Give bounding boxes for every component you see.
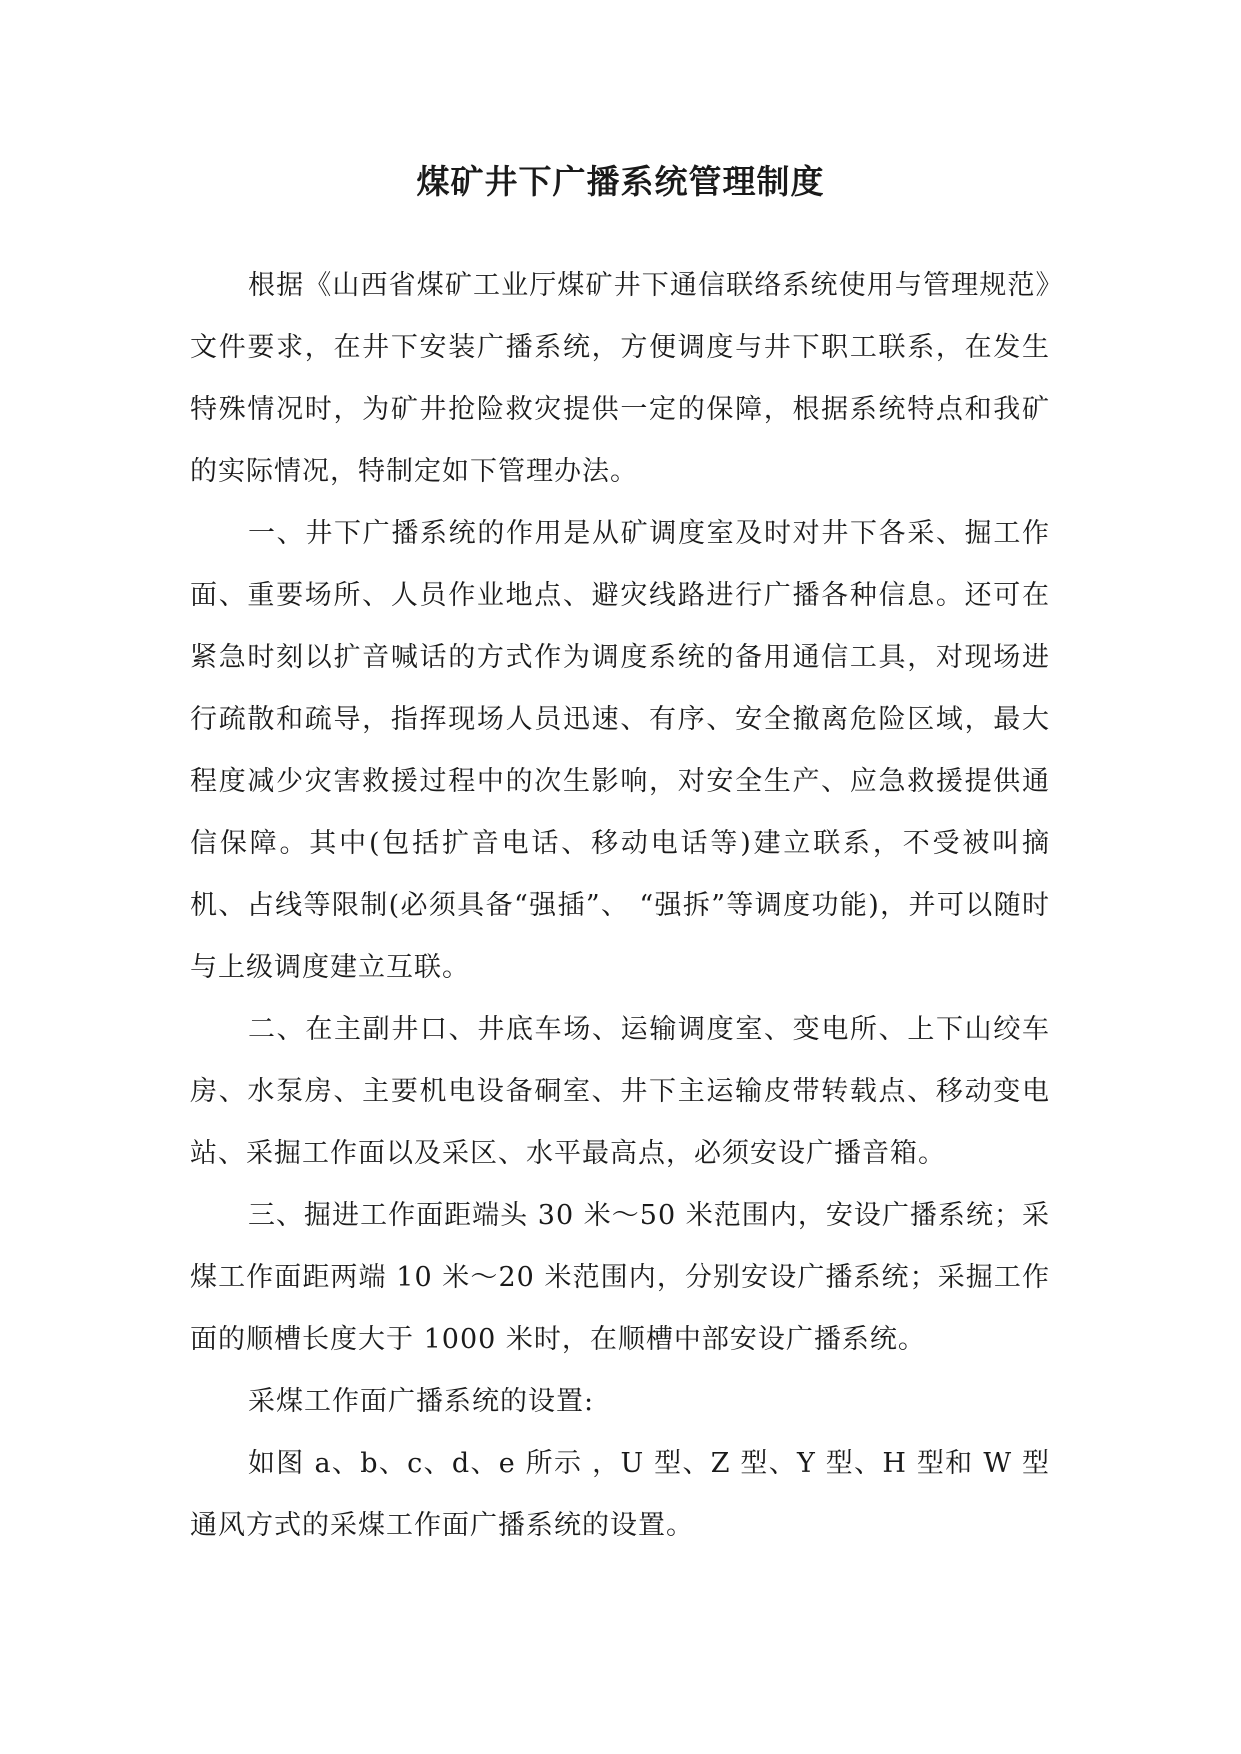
paragraph-figure-reference: 如图 a、b、c、d、e 所示 ，U 型、Z 型、Y 型、H 型和 W 型通风方式的采煤工作面广播系统的设置。 — [190, 1448, 1050, 1541]
document-title: 煤矿井下广播系统管理制度 — [416, 162, 825, 201]
paragraph-section-3: 三、掘进工作面距端头 30 米～50 米范围内，安设广播系统；采煤工作面距两端 10 米～20 米范围内，分别安设广播系统；采掘工作面的顺槽长度大于 1000 米时，在顺槽中部安设广播系统。 — [190, 1200, 1050, 1355]
paragraph-intro: 根据《山西省煤矿工业厅煤矿井下通信联络系统使用与管理规范》文件要求，在井下安装广播系统，方便调度与井下职工联系，在发生特殊情况时，为矿井抢险救灾提供一定的保障，根据系统特点和我矿的实际情况，特制定如下管理办法。 — [190, 270, 1050, 487]
paragraph-section-2: 二、在主副井口、井底车场、运输调度室、变电所、上下山绞车房、水泵房、主要机电设备硐室、井下主运输皮带转载点、移动变电站、采掘工作面以及采区、水平最高点，必须安设广播音箱。 — [190, 1014, 1050, 1169]
paragraph-coal-face-heading: 采煤工作面广播系统的设置: — [248, 1386, 595, 1417]
paragraph-section-1: 一、井下广播系统的作用是从矿调度室及时对井下各采、掘工作面、重要场所、人员作业地点、避灾线路进行广播各种信息。还可在紧急时刻以扩音喊话的方式作为调度系统的备用通信工具，对现场进行疏散和疏导，指挥现场人员迅速、有序、安全撤离危险区域，最大程度减少灾害救援过程中的次生影响，对安全生产、应急救援提供通信保障。其中(包括扩音电话、移动电话等)建立联系，不受被叫摘机、占线等限制(必须具备“强插”、 “强拆”等调度功能)，并可以随时与上级调度建立互联。 — [190, 518, 1050, 983]
document-body — [190, 255, 1050, 1557]
